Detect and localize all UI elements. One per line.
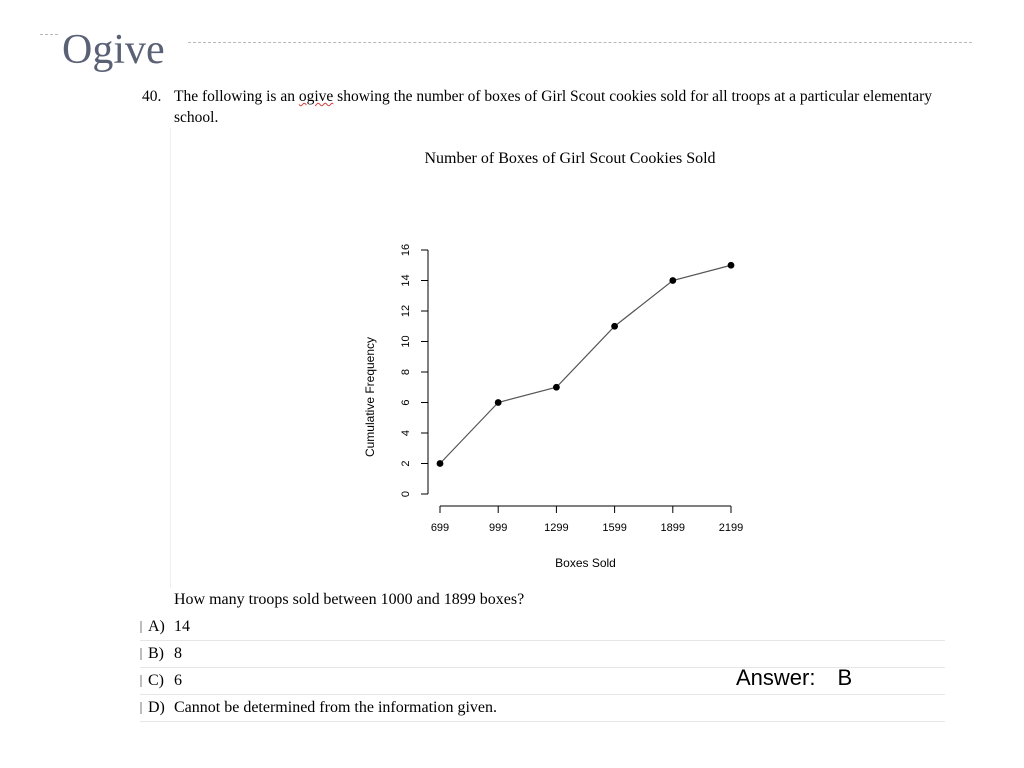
x-tick-label: 2199 (718, 522, 744, 534)
x-tick-label: 1599 (602, 522, 627, 534)
choice-letter: B) (148, 645, 164, 662)
choice-bullet (140, 702, 142, 714)
data-point (437, 460, 444, 467)
question-number: 40. (142, 88, 162, 105)
question-statement (142, 86, 942, 128)
choice-letter: C) (148, 672, 164, 689)
choice-bullet (140, 648, 142, 660)
y-tick-label: 8 (399, 368, 412, 376)
x-axis (431, 506, 743, 534)
data-point (611, 323, 618, 330)
question-text (174, 86, 942, 128)
answer-value: B (837, 665, 853, 690)
y-tick-label: 0 (399, 490, 412, 498)
y-tick-label: 16 (399, 243, 412, 257)
choice-text: 6 (174, 672, 182, 689)
choice-text: Cannot be determined from the information given. (174, 699, 498, 716)
x-tick-label: 999 (489, 522, 508, 534)
chart-title: Number of Boxes of Girl Scout Cookies Sold (424, 150, 716, 167)
title-accent (40, 34, 58, 35)
series-line (440, 265, 731, 463)
choice-bullet (140, 675, 142, 687)
choice-letter: D) (148, 699, 165, 716)
slide-title: Ogive (62, 27, 165, 73)
y-tick-label: 12 (399, 304, 412, 318)
answer-key (736, 665, 852, 691)
y-tick-label: 14 (399, 274, 412, 287)
choice-a[interactable] (140, 614, 945, 641)
y-tick-label: 4 (399, 429, 412, 437)
x-tick-label: 1899 (660, 522, 686, 534)
x-axis-label: Boxes Sold (555, 556, 616, 570)
question-prompt: How many troops sold between 1000 and 1899 boxes? (174, 591, 525, 608)
answer-label: Answer: (736, 665, 816, 690)
choice-d[interactable] (140, 695, 945, 722)
y-axis (400, 244, 428, 497)
spellcheck-flagged-word: ogive (298, 88, 334, 105)
question-text-start: The following is an (174, 88, 299, 105)
content-guide-line (170, 128, 171, 588)
choice-text: 14 (174, 618, 190, 635)
series-layer (437, 262, 735, 467)
choice-text: 8 (174, 645, 182, 662)
choice-b[interactable] (140, 641, 945, 668)
y-tick-label: 10 (399, 335, 412, 348)
data-point (495, 399, 502, 406)
y-axis-label: Cumulative Frequency (363, 336, 377, 458)
data-point (553, 384, 560, 391)
ogive-chart (350, 225, 770, 585)
choice-letter: A) (148, 618, 165, 635)
title-divider (188, 42, 972, 43)
x-tick-label: 699 (430, 522, 450, 534)
choice-bullet (140, 621, 142, 633)
question-text-end: showing the number of boxes of Girl Scout cookies sold for all troops at a particular elementary school. (174, 88, 933, 126)
data-point (669, 277, 676, 284)
x-tick-label: 1299 (544, 522, 569, 534)
y-tick-label: 6 (399, 399, 412, 406)
y-tick-label: 2 (399, 460, 412, 467)
data-point (728, 262, 735, 269)
